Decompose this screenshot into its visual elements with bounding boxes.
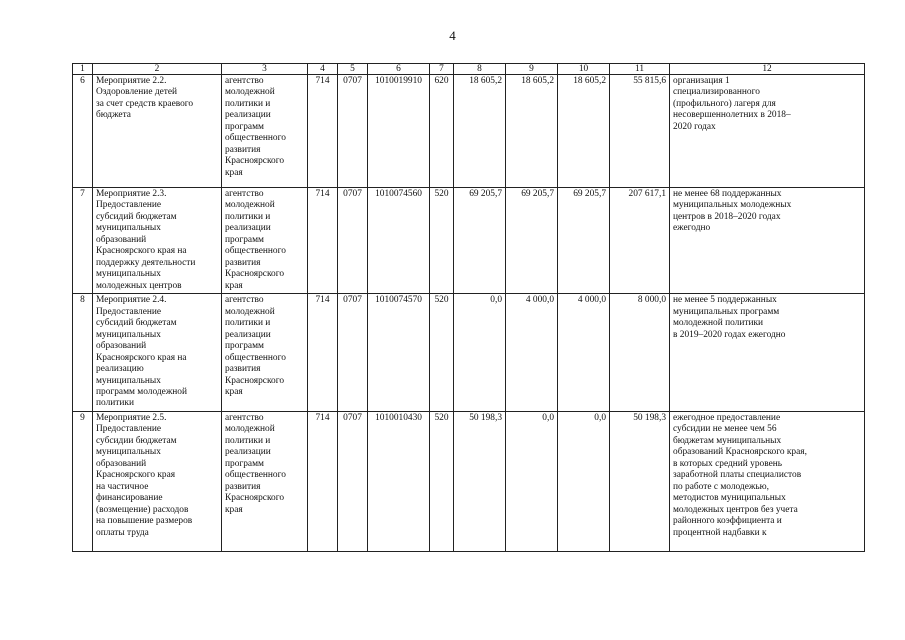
amount-year-2: 4 000,0	[506, 294, 558, 412]
column-number: 2	[93, 64, 222, 75]
column-number-row	[73, 64, 865, 75]
executor-name: агентство молодежной политики и реализации программ общественного развития Красноярского края	[222, 75, 308, 188]
row-number: 8	[73, 294, 93, 412]
measure-name: Мероприятие 2.5. Предоставление субсидии бюджетам муниципальных образований Красноярского края на частичное финансирование (возмещение) расходов на повышение размеров оплаты труда	[93, 411, 222, 551]
column-number: 10	[558, 64, 610, 75]
rzpr-code: 0707	[338, 75, 368, 188]
column-number: 8	[454, 64, 506, 75]
column-number: 4	[308, 64, 338, 75]
vr-code: 520	[430, 188, 454, 294]
measure-name: Мероприятие 2.3. Предоставление субсидий бюджетам муниципальных образований Красноярского края на поддержку деятельности муниципальных молодежных центров	[93, 188, 222, 294]
column-number: 3	[222, 64, 308, 75]
amount-year-1: 50 198,3	[454, 411, 506, 551]
amount-year-3: 18 605,2	[558, 75, 610, 188]
row-number: 6	[73, 75, 93, 188]
vr-code: 520	[430, 411, 454, 551]
grbs-code: 714	[308, 411, 338, 551]
csr-code: 1010019910	[368, 75, 430, 188]
grbs-code: 714	[308, 188, 338, 294]
amount-total: 207 617,1	[610, 188, 670, 294]
column-number: 9	[506, 64, 558, 75]
amount-year-2: 0,0	[506, 411, 558, 551]
row-number: 9	[73, 411, 93, 551]
expected-result: не менее 68 поддержанных муниципальных молодежных центров в 2018–2020 годах ежегодно	[670, 188, 865, 294]
page-number: 4	[449, 28, 456, 43]
program-measures-table	[72, 63, 865, 552]
column-number: 12	[670, 64, 865, 75]
column-number: 7	[430, 64, 454, 75]
csr-code: 1010010430	[368, 411, 430, 551]
amount-total: 55 815,6	[610, 75, 670, 188]
expected-result: не менее 5 поддержанных муниципальных программ молодежной политики в 2019–2020 годах ежегодно	[670, 294, 865, 412]
row-number: 7	[73, 188, 93, 294]
amount-total: 50 198,3	[610, 411, 670, 551]
column-number: 11	[610, 64, 670, 75]
csr-code: 1010074560	[368, 188, 430, 294]
amount-year-1: 0,0	[454, 294, 506, 412]
measure-name: Мероприятие 2.4. Предоставление субсидий бюджетам муниципальных образований Красноярского края на реализацию муниципальных программ молодежной политики	[93, 294, 222, 412]
amount-year-2: 18 605,2	[506, 75, 558, 188]
column-number: 5	[338, 64, 368, 75]
amount-year-1: 18 605,2	[454, 75, 506, 188]
grbs-code: 714	[308, 75, 338, 188]
table-row	[73, 188, 865, 294]
table-row	[73, 411, 865, 551]
measure-name: Мероприятие 2.2. Оздоровление детей за счет средств краевого бюджета	[93, 75, 222, 188]
expected-result: ежегодное предоставление субсидии не менее чем 56 бюджетам муниципальных образований Красноярского края, в которых средний уровень заработной платы специалистов по работе с молодежью, методистов муниципальных молодежных центров без учета районного коэффициента и процентной надбавки к	[670, 411, 865, 551]
rzpr-code: 0707	[338, 294, 368, 412]
column-number: 1	[73, 64, 93, 75]
executor-name: агентство молодежной политики и реализации программ общественного развития Красноярского края	[222, 411, 308, 551]
table-row	[73, 75, 865, 188]
csr-code: 1010074570	[368, 294, 430, 412]
amount-year-2: 69 205,7	[506, 188, 558, 294]
amount-total: 8 000,0	[610, 294, 670, 412]
executor-name: агентство молодежной политики и реализации программ общественного развития Красноярского края	[222, 188, 308, 294]
vr-code: 520	[430, 294, 454, 412]
amount-year-3: 4 000,0	[558, 294, 610, 412]
vr-code: 620	[430, 75, 454, 188]
column-number: 6	[368, 64, 430, 75]
executor-name: агентство молодежной политики и реализации программ общественного развития Красноярского края	[222, 294, 308, 412]
amount-year-3: 69 205,7	[558, 188, 610, 294]
table-row	[73, 294, 865, 412]
amount-year-1: 69 205,7	[454, 188, 506, 294]
expected-result: организация 1 специализированного (профильного) лагеря для несовершеннолетних в 2018– 2020 годах	[670, 75, 865, 188]
amount-year-3: 0,0	[558, 411, 610, 551]
rzpr-code: 0707	[338, 188, 368, 294]
grbs-code: 714	[308, 294, 338, 412]
rzpr-code: 0707	[338, 411, 368, 551]
